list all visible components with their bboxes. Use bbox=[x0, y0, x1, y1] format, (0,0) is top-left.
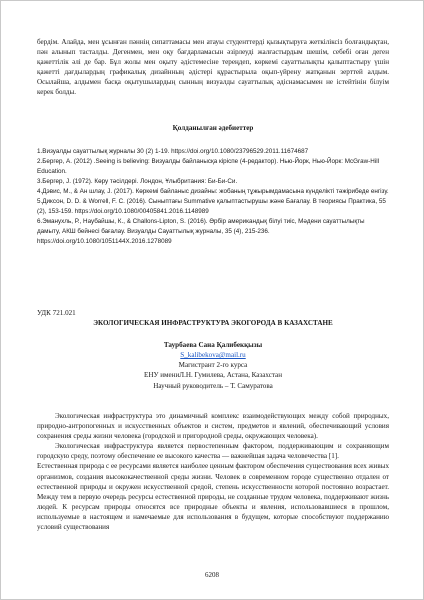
references-heading: Қолданылған әдебиеттер bbox=[172, 124, 254, 132]
author-email[interactable] bbox=[37, 350, 389, 360]
top-paragraph-text: бердім. Алайда, мен ұсынған пәннің сипаттамасы мен атауы студенттерді қызықтыруға жеткіліксіз болғандықтан, пән алынып тасталды. Дегенмен, мен оқу бағдарламасын әзірлеуді жалғастырдым шешім, себебі оған деген қажеттілік әлі де бар. Бұл жолы мен оқыту әдістемесіне тереңдеп, көркемі сауаттылықты қалыптастыру үшін қажетті дағдылардың графикалық дизайнның әдістері құрастырыла оқып-үйрену жатқанын зерттей алдым. Осылайша, алдымен басқа оқытушылардың сынның визуалды сауаттылық әдіснамасымен не істейтінін білуім керек болды. bbox=[37, 38, 389, 97]
body-paragraph: Экологическая инфраструктура является первостепенным фактором, поддерживающим и сохраняющим городскую среду, поэтому обеспечение ее высокого качества — важнейшая задача человечества [1]. bbox=[37, 442, 389, 461]
page-number: 6208 bbox=[205, 571, 219, 579]
body-paragraph: Экологическая инфраструктура это динамичный комплекс взаимодействующих между собой природных, природно-антропогенных и искусственных объектов и систем, предметов и явлений, обеспечивающий условия сохранения среды жизни человека (городской и пригородной среды, окружающих человека). bbox=[37, 412, 389, 441]
reference-item: 5.Диксон, D. D. & Worrell, F. C. (2016). Сыныптағы Summative қалыптастырушы және Бағалау. В теориясы Практика, 55 (2), 153-159. https://doi.org/10.1080/00405841.2016.1148989 bbox=[37, 198, 386, 215]
article-title: ЭКОЛОГИЧЕСКАЯ ИНФРАСТРУКТУРА ЭКОГОРОДА В КАЗАХСТАНЕ bbox=[93, 319, 333, 328]
references-section bbox=[37, 123, 389, 133]
author-name: Таурбаева Сана Қалибекқызы bbox=[163, 341, 263, 350]
author-position: Магистрант 2-го курса bbox=[178, 361, 248, 370]
body-paragraph: Естественная природа с ее ресурсами является наиболее ценным фактором обеспечения существования всех живых организмов, создания высококачественной среды жизни. Человек в современном городе существенно отдален от естественной природы и окружен искусственной средой, степень искусственности которой постоянно возрастает. Между тем в первую очередь ресурсы естественной природы, не созданные трудом человека, поддерживают жизнь людей. К ресурсам природы относятся все природные объекты и явления, использовавшиеся в прошлом, используемые в настоящем и намечаемые для использования в будущем, которые способствуют поддержанию условий существования bbox=[37, 462, 389, 532]
article-header bbox=[37, 308, 389, 391]
udc-code: УДК 721.021 bbox=[37, 309, 76, 317]
top-paragraph bbox=[37, 37, 389, 98]
reference-item: 4.Дэвис, М., & Ан шлау, J. (2017). Көркемі байланыс дизайны: жобаның тұжырымдамасына күнделікті тәжірибеде енгізу. bbox=[37, 188, 389, 195]
reference-item: 2.Бергер, А. (2012) .Seeing is believing: Визуалды байланысқа кіріспе (4-редактор). Нью-Йорк, Нью-Йорк: McGraw-Hill Education. bbox=[37, 158, 379, 175]
author-university: ЕНУ имениЛ.Н. Гумилева, Астана, Казахстан bbox=[143, 371, 283, 380]
references-list bbox=[37, 147, 389, 247]
email-link[interactable]: S_kalibekova@mail.ru bbox=[180, 351, 246, 360]
reference-item: 6.Эманухль, Р., Наубайшы, К., & Challons-Lipton, S. (2016). Әрбір американдық білуі тиіс, Мәдени сауаттылықты дамыту, АКШ бейнесі бағалау. Визуалды Сауаттылық журналы, 35 (4), 215-236. https://doi.org/10.1080/1051144X.2016.1278089 bbox=[37, 218, 365, 245]
reference-item: 1.Визуалды сауаттылық журналы 30 (2) 1-19. https://doi.org/10.1080/23796529.2011.11674687 bbox=[37, 148, 309, 155]
article-body bbox=[37, 411, 389, 532]
supervisor: Научный руководитель – Т. Самуратова bbox=[153, 381, 273, 390]
reference-item: 3.Бергер, J. (1972). Көру тәсілдері. Лондон, Ұлыбритания: Би-Би-Си. bbox=[37, 178, 238, 185]
